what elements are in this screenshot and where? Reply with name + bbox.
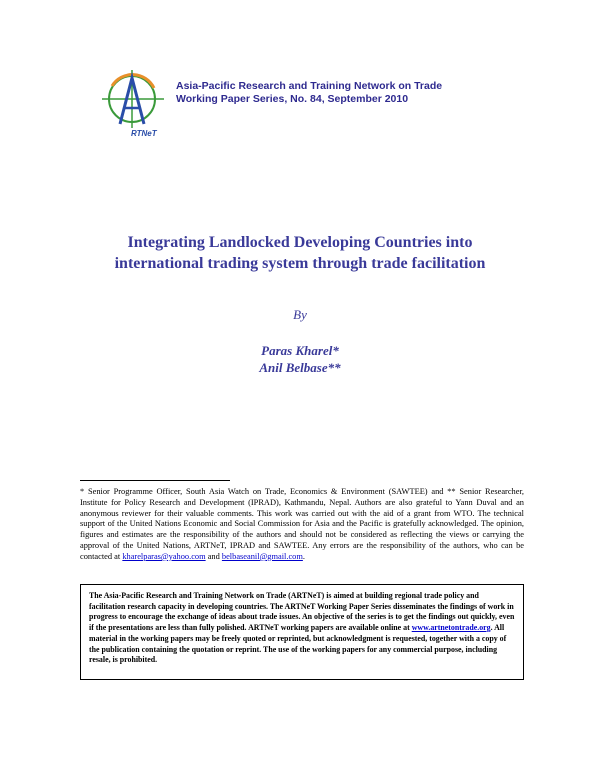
author-name: Anil Belbase** [259,360,341,375]
footnote-end: . [302,551,305,561]
website-link[interactable]: www.artnetontrade.org [411,623,491,633]
author-name: Paras Kharel* [261,343,339,358]
title-line-2: international trading system through trade facilitation [114,255,486,272]
notice-text: The Asia-Pacific Research and Training Network on Trade (ARTNeT) is aimed at building regional trade policy and facilitation research capacity in developing countries. The ARTNeT Working Paper Series disseminates the findings of work in progress to encourage the exchange of ideas about trade issues. An objective of the series is to get the findings out quickly, even if the presentations are less than fully polished. ARTNeT working papers are available online at [89,591,515,633]
series-notice-box [80,584,524,680]
artnet-logo [98,66,168,138]
network-name: Asia-Pacific Research and Training Network on Trade [176,80,443,92]
notice-text-continued: . All material in the working papers may be freely quoted or reprinted, but acknowledgment is requested, together with a copy of the publication containing the quotation or reprint. The use of the working papers for any commercial purpose, including resale, is prohibited. [89,623,507,665]
byline: By [293,307,307,322]
title-line-1: Integrating Landlocked Developing Countries into [127,234,473,251]
email-link[interactable]: kharelparas@yahoo.com [122,551,206,561]
author-list [0,342,600,376]
series-info: Working Paper Series, No. 84, September 2010 [176,93,409,105]
logo-wordmark: RTNeT [131,129,157,138]
paper-title [40,232,560,274]
footnote-and: and [207,551,220,561]
footnote-text: * Senior Programme Officer, South Asia Watch on Trade, Economics & Environment (SAWTEE) and ** Senior Researcher, Institute for Policy Research and Development (IPRAD), Kathmandu, Nepal. Authors are also grateful to Yann Duval and an anonymous reviewer for their valuable comments. This work was carried out with the aid of a grant from WTO. The technical support of the United Nations Economic and Social Commission for Asia and the Pacific is gratefully acknowledged. The opinion, figures and estimates are the responsibility of the authors and should not be considered as reflecting the views or carrying the approval of the United Nations, ARTNeT, IPRAD and SAWTEE. Any errors are the responsibility of the authors, who can be contacted at [80,487,524,561]
series-header [176,80,536,106]
email-link[interactable]: belbaseanil@gmail.com [221,551,303,561]
footnote-rule [80,480,230,481]
author-footnote [80,487,524,563]
